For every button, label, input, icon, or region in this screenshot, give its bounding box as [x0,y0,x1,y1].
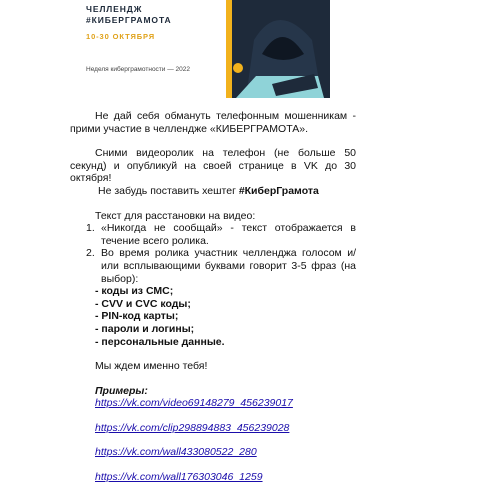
example-link-1[interactable]: https://vk.com/video69148279_456239017 [95,397,293,410]
hashtag-paragraph [70,185,356,198]
example-link-2[interactable]: https://vk.com/clip298894883_456239028 [95,421,290,434]
instructions-paragraph: Сними видеоролик на телефон (не больше 50 секунд) и опубликуй на своей странице в VK до 30 октября! [70,147,356,185]
examples-label: Примеры: [95,384,148,397]
banner-title-line1: ЧЕЛЛЕНДЖ [86,4,143,14]
document-body [70,110,356,484]
phrase-item: - CVV и CVC коды; [95,297,191,310]
phrase-item: - пароли и логины; [95,322,195,335]
phrase-item: - персональные данные. [95,335,225,348]
examples-section [70,385,356,484]
closing-line: Мы ждем именно тебя! [95,360,208,373]
example-link-3[interactable]: https://vk.com/wall433080522_280 [95,446,257,459]
banner-title-line2: #КИБЕРГРАМОТА [86,15,172,25]
challenge-banner [72,0,330,98]
hashtag: #КиберГрамота [238,184,319,197]
banner-title [86,4,172,26]
list-item: 1. «Никогда не сообщай» - текст отображается в течение всего ролика. [86,222,356,247]
banner-dates: 10-30 ОКТЯБРЯ [86,32,156,41]
example-link-4[interactable]: https://vk.com/wall176303046_1259 [95,471,263,484]
text-heading: Текст для расстановки на видео: [95,209,256,222]
phrase-item: - коды из СМС; [95,285,174,298]
intro-paragraph: Не дай себя обмануть телефонным мошенникам - прими участие в челлендже «КИБЕРГРАМОТА». [70,110,356,135]
banner-week-caption: Неделя киберграмотности — 2022 [86,66,190,73]
hashtag-reminder: Не забудь поставить хештег [98,184,239,197]
instructions-list [70,222,356,285]
hacker-illustration [226,0,330,98]
phrase-item: - PIN-код карты; [95,310,179,323]
list-item: 2. Во время ролика участник челленджа голосом и/или всплывающими буквами говорит 3-5 фраз (на выбор): [86,247,356,285]
phrases-list [70,285,356,348]
